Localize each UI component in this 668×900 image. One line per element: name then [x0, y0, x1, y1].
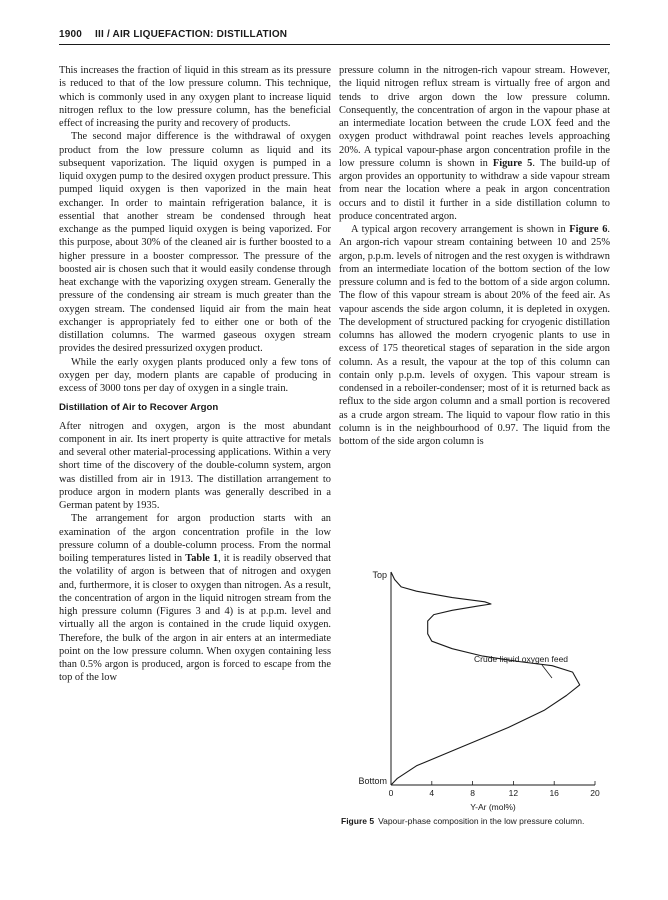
- figure-label: Figure 5: [341, 816, 375, 826]
- figure-caption-text: Vapour-phase composition in the low pressure column.: [378, 816, 585, 826]
- figure-reference: Figure 6: [569, 224, 608, 235]
- figure-caption: [341, 816, 611, 827]
- paragraph: [339, 64, 610, 223]
- argon-profile-chart: [341, 568, 611, 816]
- text-run: pressure column in the nitrogen-rich vapour stream. However, the liquid nitrogen reflux stream is virtually free of argon and tends to drive argon down the low pressure column. Consequently, the concentration of argon in the vapour phase at an intermediate location between the crude LOX feed and the oxygen product withdrawal point reaches levels approaching 20%. A typical vapour-phase argon concentration profile in the low pressure column is shown in: [339, 65, 610, 169]
- x-tick-label: 12: [508, 788, 519, 798]
- x-tick-label: 16: [549, 788, 559, 798]
- table-reference: Table 1: [185, 553, 219, 564]
- section-heading: Distillation of Air to Recover Argon: [59, 402, 219, 414]
- figure-reference: Figure 5: [492, 157, 533, 169]
- y-top-label: Top: [372, 570, 387, 580]
- paragraph: [339, 223, 610, 448]
- annotation-leader: [542, 665, 552, 678]
- text-run: The arrangement for argon production starts with an examination of the argon concentration profile in the low pressure column of a double-column process. From the normal boiling temperatures listed in: [59, 513, 331, 564]
- feed-annotation: Crude liquid oxygen feed: [474, 654, 569, 664]
- paragraph: While the early oxygen plants produced only a few tons of oxygen per day, modern plants are capable of producing in excess of 3000 tons per day of oxygen in a single train.: [59, 356, 331, 394]
- right-column: [339, 64, 610, 448]
- text-run: . An argon-rich vapour stream containing between 10 and 25% argon, p.p.m. levels of nitrogen and the rest oxygen is withdrawn from an intermediate location of the bottom section of the low pressure column and is fed to the bottom of a side argon column. The flow of this vapour stream is about 20% of the feed air. As vapour ascends the side argon column, it is depleted in oxygen. The development of structured packing for cryogenic distillation columns has allowed the modern cryogenic plants to use in excess of 175 theoretical stages of separation in the side argon column. As a result, the vapour at the top of this column can contain only p.p.m. levels of oxygen. This vapour stream is condensed in a reboiler-condenser; most of it is returned back as reflux to the side argon column and a small portion is recovered as a crude argon stream. The liquid to vapour flow ratio in this column is in the neighbourhood of 0.97. The liquid from the bottom of the side argon column is: [339, 224, 610, 447]
- running-header: [59, 29, 287, 40]
- text-run: , it is readily observed that the volatility of argon is between that of nitrogen and oxygen and, furthermore, it is closer to oxygen than nitrogen. As a result, the concentration of argon in the liquid nitrogen stream from the high pressure column (Figures 3 and 4) is at p.p.m. level and virtually all the argon is contained in the crude liquid oxygen. Therefore, the bulk of the argon in air enters at an intermediate point on the low pressure column. When oxygen containing less than 0.5% argon is produced, argon is forced to escape from the top of the low: [59, 553, 332, 684]
- paragraph: This increases the fraction of liquid in this stream as its pressure is reduced to that of the low pressure column. This technique, which is commonly used in any oxygen plant to increase liquid nitrogen reflux to the low pressure column, has the beneficial effect of increasing the purity and recovery of products.: [59, 65, 331, 129]
- paragraph: The second major difference is the withdrawal of oxygen product from the low pressure column as liquid and its subsequent vaporization. The liquid oxygen is pumped in a liquid oxygen pump to the desired oxygen product pressure. This pumped liquid oxygen is then vaporized in the main heat exchanger. In order to maintain refrigeration balance, it is essential that another stream be condensed through heat exchange as the pumped liquid oxygen is being vaporized. For this purpose, about 30% of the cleaned air is further boosted to a higher pressure in a booster compressor. The pressure of the boosted air is chosen such that it would easily condense through heat exchange with the vaporizing oxygen stream. Generally the pressure of the condensing air stream is much greater than the oxygen stream. The condensed liquid air from the main heat exchanger is appropriately fed to either one or both of the distillation columns. The warmed gaseous oxygen stream provides the desired pressurized oxygen product.: [59, 131, 331, 355]
- header-rule: [59, 44, 610, 45]
- x-tick-label: 4: [429, 788, 435, 798]
- x-tick-label: 20: [590, 788, 600, 798]
- text-run: . The build-up of argon provides an opportunity to withdraw a side vapour stream from near the location where a peak in argon concentration occurs and to distil it further in a side distillation column to produce concentrated argon.: [339, 157, 610, 222]
- text-run: A typical argon recovery arrangement is shown in: [351, 224, 570, 235]
- left-column: [59, 64, 331, 685]
- x-tick-label: 0: [388, 788, 394, 798]
- running-title: III / AIR LIQUEFACTION: DISTILLATION: [95, 29, 288, 40]
- x-axis-label: Y-Ar (mol%): [470, 802, 516, 812]
- y-bottom-label: Bottom: [358, 776, 387, 786]
- paragraph: [59, 512, 331, 684]
- series-line: [391, 572, 580, 785]
- x-tick-label: 8: [470, 788, 475, 798]
- page-number: 1900: [59, 29, 83, 40]
- figure-5: [341, 568, 611, 818]
- paragraph: After nitrogen and oxygen, argon is the most abundant component in air. Its inert property is quite attractive for metals and several other material-processing applications. Within a very short time of the discovery of the double-column system, argon was distilled from air in 1913. The distillation arrangement to produce argon in modern plants was generally described in a German patent by 1935.: [59, 420, 331, 511]
